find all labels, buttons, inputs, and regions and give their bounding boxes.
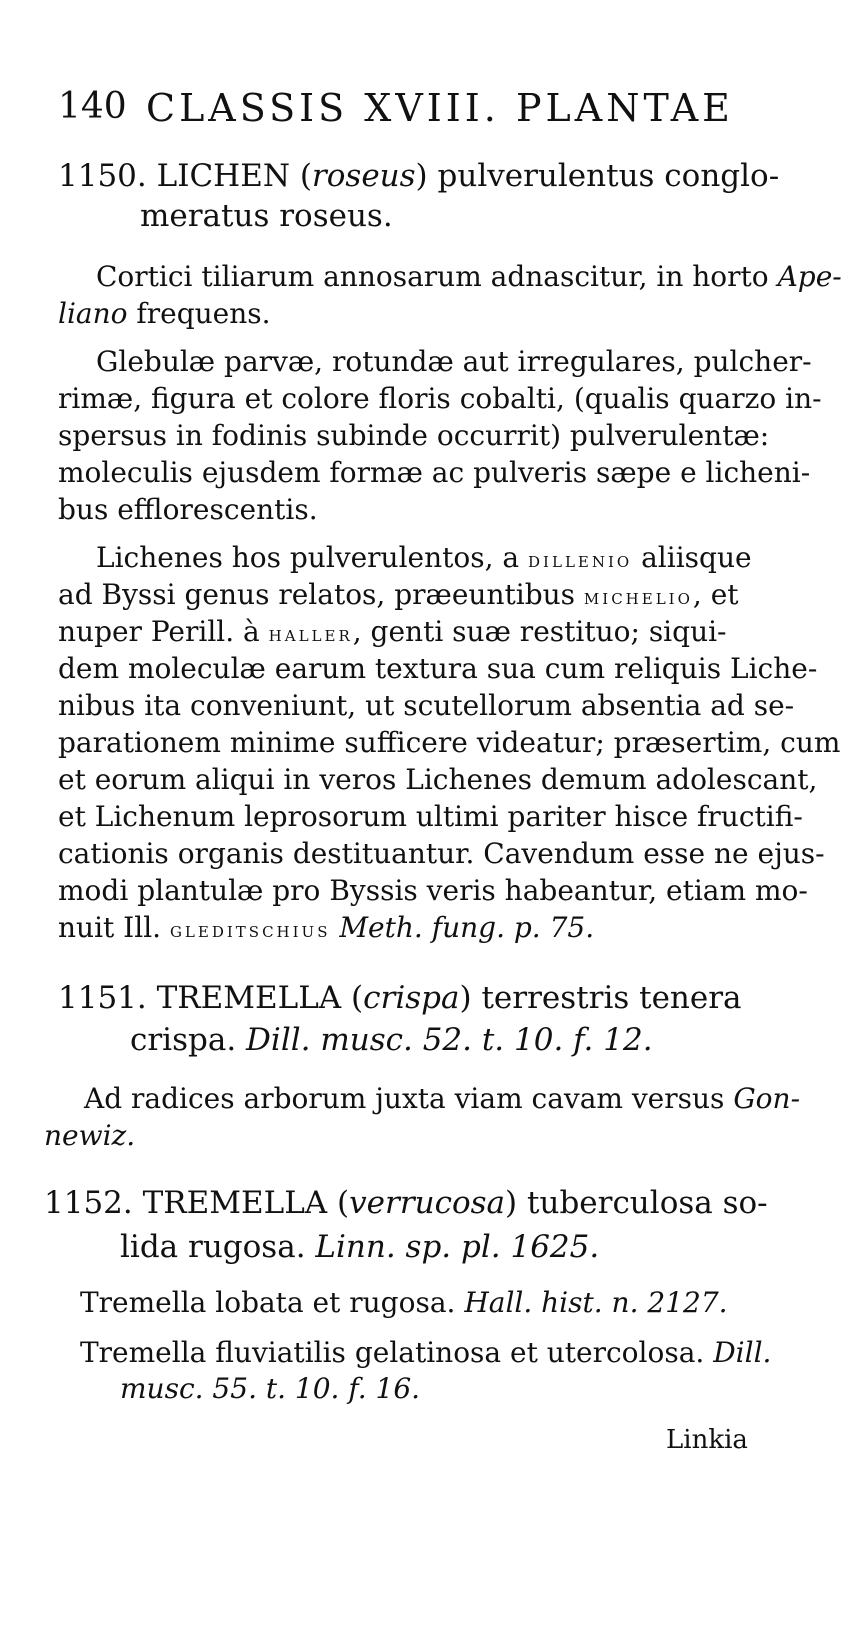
diagnosis: tuberculosa so- xyxy=(527,1185,768,1221)
citation: musc. 55. t. 10. f. 16. xyxy=(120,1372,421,1405)
commentary-line xyxy=(58,578,739,611)
citation: Dill. musc. 52. t. 10. f. 12. xyxy=(246,1022,653,1058)
entry-number: 1150. xyxy=(58,158,147,194)
citation: Meth. fung. p. 75. xyxy=(339,911,595,944)
author-name: dillenio xyxy=(528,548,633,573)
commentary-text: Lichenes hos pulverulentos, a xyxy=(96,541,520,574)
genus-name: LICHEN xyxy=(156,158,290,194)
entry-1152-heading xyxy=(44,1185,768,1221)
citation: Linn. sp. pl. 1625. xyxy=(315,1229,600,1265)
citation: Dill. xyxy=(713,1336,772,1369)
commentary-line: nibus ita conveniunt, ut scutellorum absentia ad se- xyxy=(58,689,795,722)
paren-close: ) xyxy=(415,158,428,194)
commentary-line: parationem minime sufficere videatur; præsertim, cum xyxy=(58,726,841,759)
commentary-text: ad Byssi genus relatos, præeuntibus xyxy=(58,578,576,611)
catchword: Linkia xyxy=(666,1425,748,1455)
author-name: gleditschius xyxy=(169,918,331,943)
synonym-text: Tremella fluviatilis gelatinosa et utercolosa. xyxy=(80,1336,705,1369)
synonym-text: Tremella lobata et rugosa. xyxy=(80,1286,456,1319)
habitat-line xyxy=(84,1082,800,1115)
paren-close: ) xyxy=(459,980,472,1016)
author-name: haller xyxy=(268,622,353,647)
synonym-line xyxy=(120,1372,420,1405)
synonym-line xyxy=(80,1336,771,1369)
habitat-line xyxy=(96,260,842,293)
habitat-text: Cortici tiliarum annosarum adnascitur, in horto xyxy=(96,260,769,293)
page-number: 140 xyxy=(58,86,127,127)
description-line: moleculis ejusdem formæ ac pulveris sæpe e licheni- xyxy=(58,456,811,489)
diagnosis: crispa. xyxy=(130,1022,237,1058)
diagnosis: lida rugosa. xyxy=(120,1229,306,1265)
genus-name: TREMELLA xyxy=(156,980,342,1016)
species-name: verrucosa xyxy=(349,1185,506,1221)
diagnosis: terrestris tenera xyxy=(481,980,742,1016)
diagnosis-continued xyxy=(130,1022,653,1058)
commentary-line: dem moleculæ earum textura sua cum reliquis Liche- xyxy=(58,652,818,685)
genus-name: TREMELLA xyxy=(142,1185,328,1221)
commentary-text: aliisque xyxy=(641,541,752,574)
synonym-line xyxy=(80,1286,728,1319)
commentary-text: , genti suæ restituo; siqui- xyxy=(352,615,727,648)
description-line: bus efflorescentis. xyxy=(58,493,318,526)
entry-number: 1152. xyxy=(44,1185,133,1221)
commentary-line xyxy=(96,541,752,574)
paren-open: ( xyxy=(351,980,364,1016)
citation: Hall. hist. n. 2127. xyxy=(464,1286,728,1319)
entry-1151-heading xyxy=(58,980,742,1016)
habitat-line xyxy=(44,1119,135,1152)
entry-1150-heading xyxy=(58,158,779,194)
description-line: spersus in fodinis subinde occurrit) pulverulentæ: xyxy=(58,419,770,452)
commentary-line xyxy=(58,615,727,648)
place-name: Gon- xyxy=(733,1082,801,1115)
habitat-text: frequens. xyxy=(136,297,271,330)
paren-close: ) xyxy=(505,1185,518,1221)
habitat-text: Ad radices arborum juxta viam cavam versus xyxy=(84,1082,725,1115)
entry-number: 1151. xyxy=(58,980,147,1016)
commentary-line: et Lichenum leprosorum ultimi pariter hisce fructifi- xyxy=(58,800,803,833)
commentary-line: cationis organis destituantur. Cavendum esse ne ejus- xyxy=(58,837,825,870)
commentary-text: , et xyxy=(692,578,739,611)
species-name: roseus xyxy=(311,158,416,194)
place-name: newiz. xyxy=(44,1119,136,1152)
species-name: crispa xyxy=(363,980,460,1016)
paren-open: ( xyxy=(337,1185,350,1221)
commentary-line: modi plantulæ pro Byssis veris habeantur, etiam mo- xyxy=(58,874,808,907)
description-line: rimæ, figura et colore floris cobalti, (qualis quarzo in- xyxy=(58,382,822,415)
commentary-line xyxy=(58,911,594,944)
place-name: liano xyxy=(58,297,128,330)
diagnosis-continued xyxy=(120,1229,599,1265)
running-title: CLASSIS XVIII. PLANTAE xyxy=(146,86,734,130)
commentary-text: nuper Perill. à xyxy=(58,615,260,648)
diagnosis-continued: meratus roseus. xyxy=(140,198,393,234)
commentary-text: nuit Ill. xyxy=(58,911,162,944)
author-name: michelio xyxy=(583,585,693,610)
place-name: Ape- xyxy=(777,260,842,293)
description-line: Glebulæ parvæ, rotundæ aut irregulares, pulcher- xyxy=(96,345,812,378)
habitat-line xyxy=(58,297,271,330)
paren-open: ( xyxy=(299,158,312,194)
diagnosis: pulverulentus conglo- xyxy=(437,158,780,194)
commentary-line: et eorum aliqui in veros Lichenes demum adolescant, xyxy=(58,763,818,796)
